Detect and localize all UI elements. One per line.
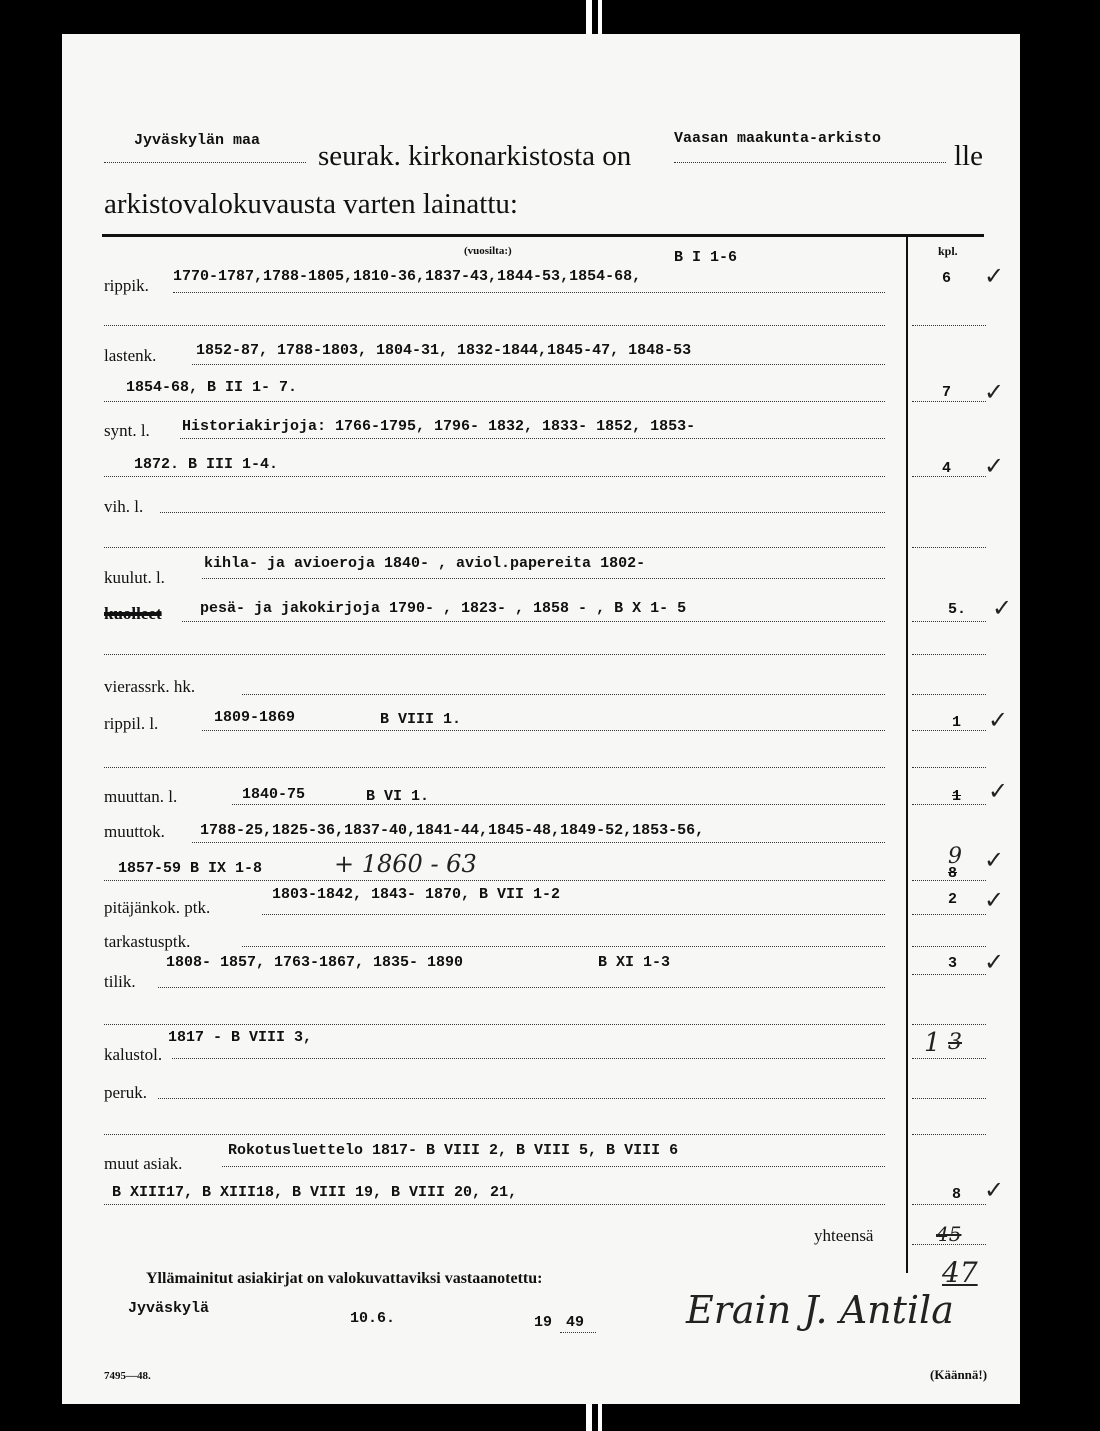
received-text: Yllämainitut asiakirjat on valokuvattaviksi vastaanotettu: bbox=[146, 1270, 543, 1287]
turn-over: (Käännä!) bbox=[930, 1367, 988, 1382]
lastenk-line1: 1852-87, 1788-1803, 1804-31, 1832-1844,1845-47, 1848-53 bbox=[196, 342, 692, 359]
muut-qty: 8 bbox=[952, 1186, 962, 1203]
tilik-check: ✓ bbox=[984, 948, 1005, 976]
film-mark-top-2 bbox=[598, 0, 602, 34]
tarkastusptk-qty-line bbox=[912, 946, 986, 947]
rippik-line-2 bbox=[104, 325, 885, 326]
qty-header: kpl. bbox=[938, 244, 958, 258]
header-line2: arkistovalokuvausta varten lainattu: bbox=[104, 188, 518, 220]
peruk-qty-line-2 bbox=[912, 1134, 986, 1135]
year: 49 bbox=[566, 1314, 585, 1331]
tilik-line bbox=[158, 987, 885, 988]
muuttok-dotline-1 bbox=[192, 842, 885, 843]
kuulut-qty-line bbox=[912, 621, 986, 622]
rippil-qty-line-2 bbox=[912, 767, 986, 768]
rippil-qty-line bbox=[912, 730, 986, 731]
vih-line-2 bbox=[104, 547, 885, 548]
vih-line bbox=[160, 512, 885, 513]
peruk-line-2 bbox=[104, 1134, 885, 1135]
tilik-text: 1808- 1857, 1763-1867, 1835- 1890 bbox=[166, 954, 464, 971]
muut-dotline-1 bbox=[222, 1166, 885, 1167]
archive-name: Vaasan maakunta-arkisto bbox=[674, 130, 882, 147]
rippil-series: B VIII 1. bbox=[380, 711, 462, 728]
signature: Erain J. Antila bbox=[686, 1288, 954, 1332]
tilik-series: B XI 1-3 bbox=[598, 954, 671, 971]
qty-column-rule bbox=[906, 237, 908, 1273]
lastenk-dotline-2 bbox=[104, 401, 885, 402]
kuulut-line2: pesä- ja jakokirjoja 1790- , 1823- , 1858 - , B X 1- 5 bbox=[200, 600, 687, 617]
vih-label: vih. l. bbox=[104, 497, 144, 516]
muuttan-line bbox=[232, 804, 885, 805]
pitajankok-text: 1803-1842, 1843- 1870, B VII 1-2 bbox=[272, 886, 561, 903]
vih-qty-line bbox=[912, 547, 986, 548]
kalustol-text: 1817 - B VIII 3, bbox=[168, 1029, 313, 1046]
lastenk-check: ✓ bbox=[984, 378, 1005, 406]
lastenk-qty-line bbox=[912, 401, 986, 402]
muuttan-label: muuttan. l. bbox=[104, 787, 178, 806]
kuulut-qty-line-3 bbox=[912, 654, 986, 655]
muuttok-line1: 1788-25,1825-36,1837-40,1841-44,1845-48,1849-52,1853-56, bbox=[200, 822, 705, 839]
year-prefix: 19 bbox=[534, 1314, 553, 1331]
rippik-years: 1770-1787,1788-1805,1810-36,1837-43,1844-53,1854-68, bbox=[173, 268, 642, 285]
synt-line2: 1872. B III 1-4. bbox=[134, 456, 279, 473]
place: Jyväskylä bbox=[128, 1300, 210, 1317]
muuttan-check: ✓ bbox=[988, 777, 1009, 805]
rippil-line-2 bbox=[104, 767, 885, 768]
rippik-qty-line-2 bbox=[912, 325, 986, 326]
muut-line1: Rokotusluettelo 1817- B VIII 2, B VIII 5, B VIII 6 bbox=[228, 1142, 679, 1159]
muuttok-qty-old: 8 bbox=[948, 865, 958, 882]
pitajankok-line bbox=[262, 914, 885, 915]
total-label: yhteensä bbox=[814, 1226, 874, 1245]
rippik-line bbox=[173, 292, 885, 293]
kuulut-struck-label: kuolleet bbox=[104, 604, 162, 623]
muuttok-qty-line bbox=[912, 880, 986, 881]
peruk-label: peruk. bbox=[104, 1083, 147, 1102]
years-header: (vuosilta:) bbox=[464, 245, 512, 257]
kalustol-qty-old: 3 bbox=[948, 1030, 962, 1055]
film-mark-bottom-2 bbox=[598, 1404, 602, 1431]
muuttok-dotline-2 bbox=[104, 880, 885, 881]
muuttok-line2: 1857-59 B IX 1-8 bbox=[118, 860, 263, 877]
lastenk-qty: 7 bbox=[942, 384, 952, 401]
total-line bbox=[912, 1244, 986, 1245]
muut-check: ✓ bbox=[984, 1176, 1005, 1204]
kalustol-label: kalustol. bbox=[104, 1045, 163, 1064]
total-old: 45 bbox=[936, 1222, 962, 1246]
muuttan-qty-line bbox=[912, 804, 986, 805]
film-mark-bottom bbox=[586, 1404, 592, 1431]
loan-form-sheet bbox=[62, 34, 1020, 1404]
kalustol-qty-line bbox=[912, 1058, 986, 1059]
peruk-qty-line bbox=[912, 1098, 986, 1099]
rippil-check: ✓ bbox=[988, 706, 1009, 734]
muut-qty-line bbox=[912, 1204, 986, 1205]
muut-line2: B XIII17, B XIII18, B VIII 19, B VIII 20, 21, bbox=[112, 1184, 518, 1201]
synt-qty-line bbox=[912, 476, 986, 477]
lastenk-label: lastenk. bbox=[104, 346, 157, 365]
rippil-line bbox=[202, 730, 885, 731]
pitajankok-label: pitäjänkok. ptk. bbox=[104, 898, 211, 917]
synt-dotline-2 bbox=[104, 476, 885, 477]
muuttok-handwritten: + 1860 - 63 bbox=[334, 850, 477, 878]
rippil-label: rippil. l. bbox=[104, 714, 159, 733]
rippik-label: rippik. bbox=[104, 276, 149, 295]
rippik-check: ✓ bbox=[984, 262, 1005, 290]
pitajankok-qty-line bbox=[912, 914, 986, 915]
kalustol-qty: 1 bbox=[924, 1028, 941, 1058]
tilik-label: tilik. bbox=[104, 972, 136, 991]
synt-dotline-1 bbox=[180, 438, 885, 439]
tilik-qty-line bbox=[912, 974, 986, 975]
muuttan-series: B VI 1. bbox=[366, 788, 430, 805]
year-line bbox=[560, 1332, 596, 1333]
synt-line1: Historiakirjoja: 1766-1795, 1796- 1832, 1833- 1852, 1853- bbox=[182, 418, 696, 435]
parish-line bbox=[104, 162, 306, 163]
muuttok-label: muuttok. bbox=[104, 822, 165, 841]
kuulut-dotline-1 bbox=[202, 578, 885, 579]
parish-name: Jyväskylän maa bbox=[134, 132, 261, 149]
synt-check: ✓ bbox=[984, 452, 1005, 480]
vierassrk-label: vierassrk. hk. bbox=[104, 677, 196, 696]
header-suffix: lle bbox=[954, 140, 983, 172]
archive-line bbox=[674, 162, 946, 163]
rippik-qty: 6 bbox=[942, 270, 952, 287]
rippil-years: 1809-1869 bbox=[214, 709, 296, 726]
lastenk-dotline-1 bbox=[192, 364, 885, 365]
muuttok-check: ✓ bbox=[984, 846, 1005, 874]
kuulut-line-3 bbox=[104, 654, 885, 655]
tilik-qty: 3 bbox=[948, 955, 958, 972]
kuulut-line1: kihla- ja avioeroja 1840- , aviol.papereita 1802- bbox=[204, 555, 646, 572]
vierassrk-qty-line bbox=[912, 694, 986, 695]
date: 10.6. bbox=[350, 1310, 396, 1327]
header-text: seurak. kirkonarkistosta on bbox=[318, 140, 632, 172]
form-number: 7495—48. bbox=[104, 1370, 151, 1382]
kuulut-check: ✓ bbox=[992, 594, 1013, 622]
muuttan-years: 1840-75 bbox=[242, 786, 306, 803]
kuulut-dotline-2 bbox=[182, 621, 885, 622]
synt-label: synt. l. bbox=[104, 421, 150, 440]
muuttan-qty: 1 bbox=[952, 788, 962, 805]
rippik-series: B I 1-6 bbox=[674, 249, 738, 266]
pitajankok-check: ✓ bbox=[984, 886, 1005, 914]
lastenk-line2: 1854-68, B II 1- 7. bbox=[126, 379, 298, 396]
muuttok-qty: 9 bbox=[948, 844, 962, 869]
vierassrk-line bbox=[242, 694, 885, 695]
tarkastusptk-label: tarkastusptk. bbox=[104, 932, 191, 951]
total-new: 47 bbox=[942, 1256, 978, 1289]
pitajankok-qty: 2 bbox=[948, 891, 958, 908]
peruk-line bbox=[158, 1098, 885, 1099]
kalustol-line bbox=[172, 1058, 885, 1059]
tarkastusptk-line bbox=[242, 946, 885, 947]
muut-label: muut asiak. bbox=[104, 1154, 183, 1173]
rippil-qty: 1 bbox=[952, 714, 962, 731]
tilik-qty-line-2 bbox=[912, 1024, 986, 1025]
kuulut-qty: 5. bbox=[948, 601, 967, 618]
tilik-line-2 bbox=[104, 1024, 885, 1025]
film-mark-top bbox=[586, 0, 592, 34]
synt-qty: 4 bbox=[942, 460, 952, 477]
kuulut-label: kuulut. l. bbox=[104, 568, 165, 587]
muut-dotline-2 bbox=[104, 1204, 885, 1205]
table-top-rule bbox=[102, 234, 984, 237]
